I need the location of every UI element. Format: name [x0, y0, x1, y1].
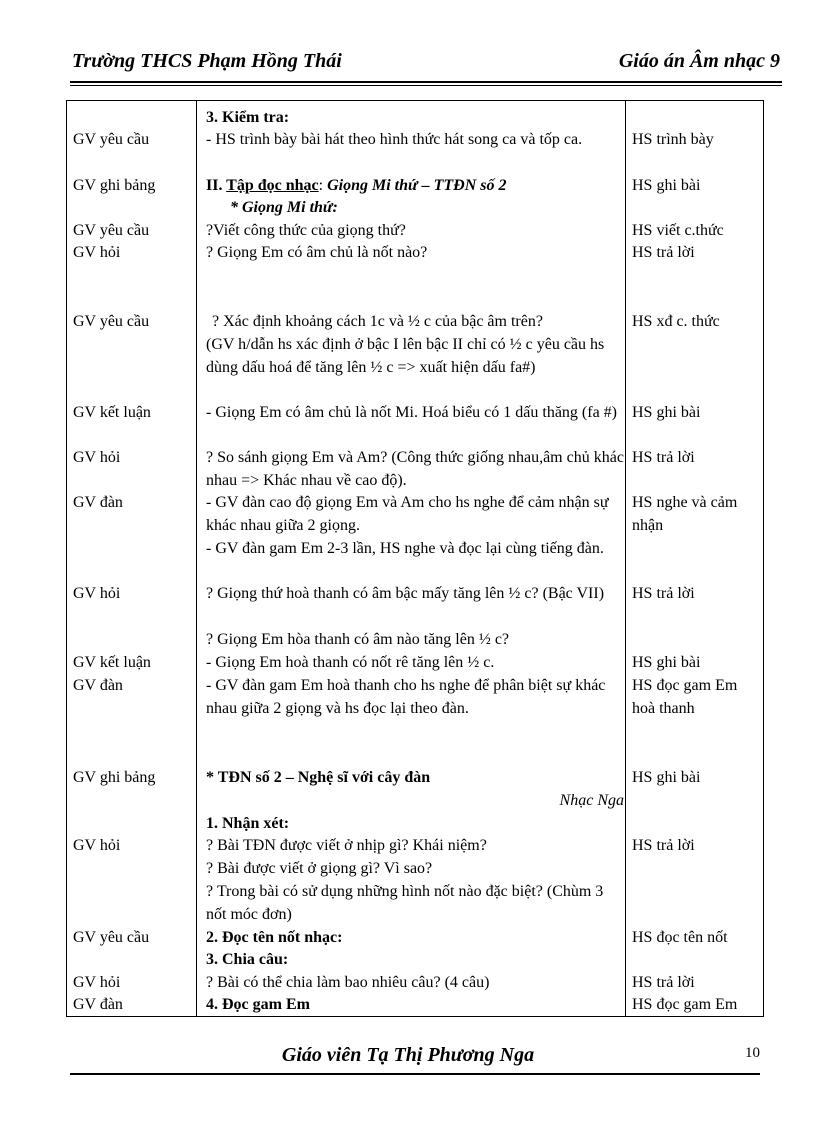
lesson-content: - HS trình bày bài hát theo hình thức hát song ca và tốp ca.	[206, 131, 583, 148]
student-action: HS xđ c. thức	[632, 313, 720, 330]
lesson-content: * TĐN số 2 – Nghệ sĩ với cây đàn	[206, 769, 431, 786]
student-action: HS đọc tên nốt	[632, 929, 728, 946]
student-action: HS ghi bài	[632, 654, 701, 671]
student-action: HS nghe và cảm nhận	[632, 494, 738, 534]
student-action: HS trả lời	[632, 837, 695, 854]
student-action: HS trình bày	[632, 131, 714, 148]
lesson-content: - GV đàn gam Em 2-3 lần, HS nghe và đọc lại cùng tiếng đàn.	[206, 540, 604, 557]
page-footer	[0, 1044, 816, 1067]
header-rule	[70, 81, 782, 83]
lesson-content: (GV h/dẫn hs xác định ở bậc I lên bậc II chỉ có ½ c yêu cầu hs dùng dấu hoá để tăng lên ½ c => xuất hiện dấu fa#)	[206, 336, 605, 376]
section-number: II.	[206, 177, 227, 194]
section-heading: 2. Đọc tên nốt nhạc:	[206, 929, 343, 946]
section-heading: 4. Đọc gam Em	[206, 996, 310, 1013]
teacher-action: GV yêu cầu	[73, 929, 150, 946]
student-action: HS trả lời	[632, 974, 695, 991]
lesson-content: - Giọng Em có âm chủ là nốt Mi. Hoá biểu có 1 dấu thăng (fa #)	[206, 404, 617, 421]
section-heading: 3. Kiểm tra:	[206, 109, 290, 126]
teacher-action: GV yêu cầu	[73, 313, 150, 330]
lesson-content: ? Giọng Em hòa thanh có âm nào tăng lên ½ c?	[206, 631, 510, 648]
separator: :	[318, 177, 328, 194]
student-action: HS đọc gam Em hoà thanh	[632, 677, 738, 717]
teacher-action: GV hỏi	[73, 837, 121, 854]
teacher-action: GV ghi bảng	[73, 177, 156, 194]
lesson-content: - GV đàn gam Em hoà thanh cho hs nghe để phân biệt sự khác nhau giữa 2 giọng và hs đọc lại theo đàn.	[206, 677, 606, 717]
page-number: 10	[745, 1045, 760, 1061]
column-divider	[625, 101, 626, 1016]
section-subtitle: Giọng Mi thứ – TTĐN số 2	[327, 177, 507, 194]
lesson-content: ? Bài có thể chia làm bao nhiêu câu? (4 câu)	[206, 974, 490, 991]
footer-rule	[70, 1073, 760, 1075]
student-action: HS trả lời	[632, 244, 695, 261]
student-action: HS ghi bài	[632, 769, 701, 786]
lesson-content	[206, 175, 624, 198]
teacher-name: Giáo viên Tạ Thị Phương Nga	[281, 1044, 535, 1066]
lesson-content: ? Bài được viết ở giọng gì? Vì sao?	[206, 860, 433, 877]
student-action: HS ghi bài	[632, 177, 701, 194]
teacher-action: GV hỏi	[73, 449, 121, 466]
student-action: HS viết c.thức	[632, 222, 724, 239]
teacher-action: GV yêu cầu	[73, 222, 150, 239]
lesson-content: ?Viết công thức của giọng thứ?	[206, 222, 406, 239]
section-heading: 3. Chia câu:	[206, 951, 289, 968]
lesson-content: ? Trong bài có sử dụng những hình nốt nào đặc biệt? (Chùm 3 nốt móc đơn)	[206, 883, 604, 923]
teacher-action: GV hỏi	[73, 974, 121, 991]
lesson-content: ? So sánh giọng Em và Am? (Công thức giống nhau,âm chủ khác nhau => Khác nhau về cao độ).	[206, 449, 624, 489]
school-name: Trường THCS Phạm Hồng Thái	[72, 50, 342, 72]
subheading: * Giọng Mi thứ:	[230, 199, 338, 216]
composer-credit: Nhạc Nga	[559, 792, 624, 809]
teacher-action: GV đàn	[73, 996, 123, 1013]
teacher-action: GV hỏi	[73, 585, 121, 602]
lesson-content: - Giọng Em hoà thanh có nốt rê tăng lên ½ c.	[206, 654, 495, 671]
lesson-content: ? Xác định khoảng cách 1c và ½ c của bậc âm trên?	[212, 313, 543, 330]
lesson-content: ? Giọng thứ hoà thanh có âm bậc mấy tăng lên ½ c? (Bậc VII)	[206, 585, 605, 602]
teacher-action: GV kết luận	[73, 404, 151, 421]
student-action: HS trả lời	[632, 585, 695, 602]
student-action: HS đọc gam Em	[632, 996, 738, 1013]
lesson-content: ? Bài TĐN được viết ở nhịp gì? Khái niệm?	[206, 837, 487, 854]
document-title: Giáo án Âm nhạc 9	[618, 50, 780, 72]
section-title: Tập đọc nhạc	[226, 177, 319, 194]
section-heading: 1. Nhận xét:	[206, 815, 290, 832]
header-rule-thin	[70, 85, 782, 86]
teacher-action: GV yêu cầu	[73, 131, 150, 148]
teacher-action: GV kết luận	[73, 654, 151, 671]
student-action: HS trả lời	[632, 449, 695, 466]
teacher-action: GV hỏi	[73, 244, 121, 261]
teacher-action: GV đàn	[73, 677, 123, 694]
lesson-content: ? Giọng Em có âm chủ là nốt nào?	[206, 244, 428, 261]
teacher-action: GV ghi bảng	[73, 769, 156, 786]
column-divider	[196, 101, 197, 1016]
page-header	[70, 50, 782, 78]
lesson-content: - GV đàn cao độ giọng Em và Am cho hs nghe để cảm nhận sự khác nhau giữa 2 giọng.	[206, 494, 609, 534]
lesson-table	[66, 100, 764, 1017]
student-action: HS ghi bài	[632, 404, 701, 421]
teacher-action: GV đàn	[73, 494, 123, 511]
